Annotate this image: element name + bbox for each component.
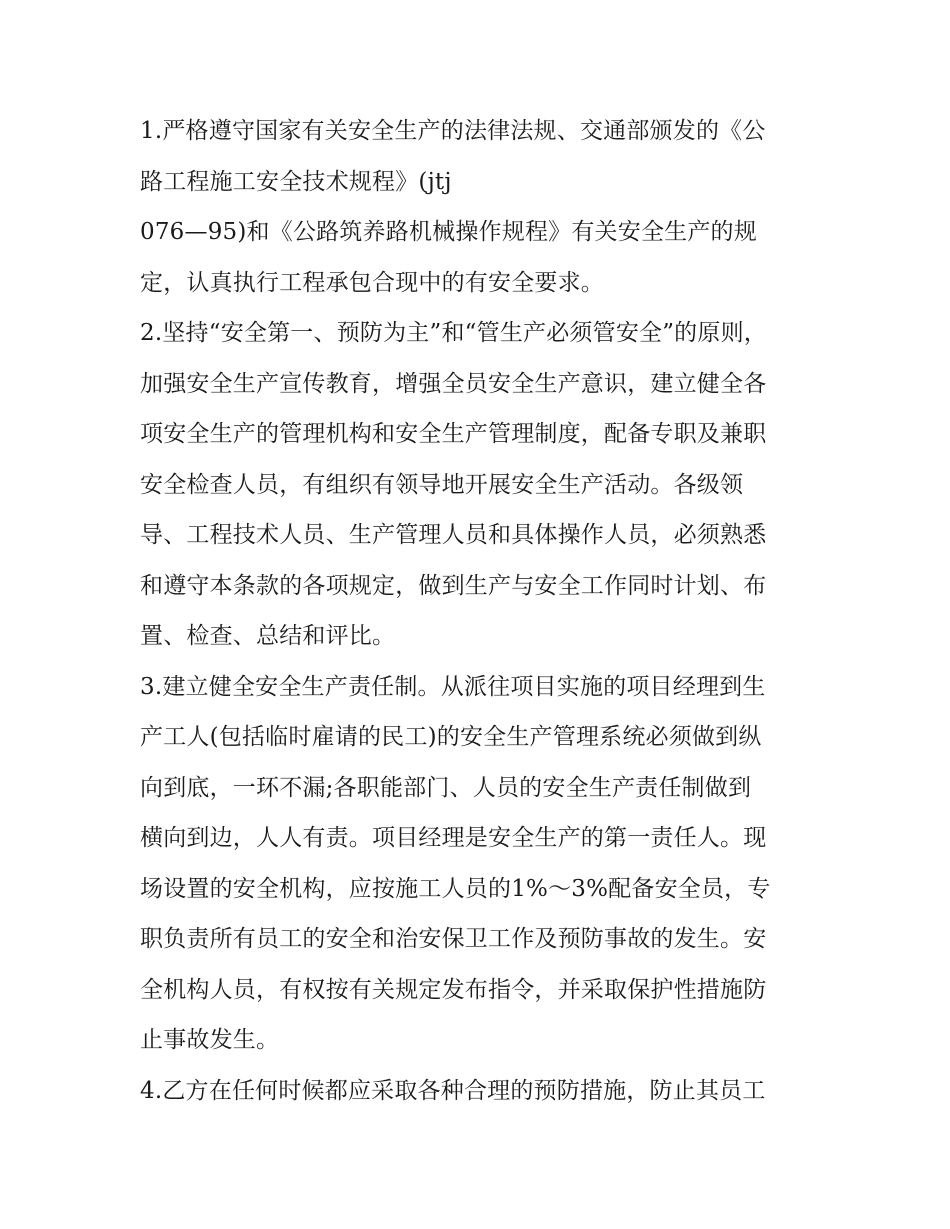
document-body [140, 106, 820, 1116]
text-line: 4.乙方在任何时候都应采取各种合理的预防措施，防止其员工 [140, 1077, 766, 1104]
text-line: 3.建立健全安全生产责任制。从派往项目实施的项目经理到生 [140, 673, 766, 700]
text-line: 置、检查、总结和评比。 [140, 623, 396, 649]
text-line: 路工程施工安全技术规程》(jtj [140, 168, 452, 195]
text-line: 1.严格遵守国家有关安全生产的法律法规、交通部颁发的《公 [140, 118, 766, 144]
text-line: 横向到边，人人有责。项目经理是安全生产的第一责任人。现 [140, 825, 767, 851]
text-line: 定，认真执行工程承包合现中的有安全要求。 [140, 269, 604, 296]
text-line: 项安全生产的管理机构和安全生产管理制度，配备专职及兼职 [140, 421, 767, 447]
text-line: 全机构人员，有权按有关规定发布指令，并采取保护性措施防 [140, 976, 767, 1003]
text-line: 加强安全生产宣传教育，增强全员安全生产意识，建立健全各 [140, 370, 767, 397]
text-line: 076—95)和《公路筑养路机械操作规程》有关安全生产的规 [140, 219, 757, 245]
text-line: 产工人(包括临时雇请的民工)的安全生产管理系统必须做到纵 [140, 724, 762, 750]
text-line: 向到底，一环不漏;各职能部门、人员的安全生产责任制做到 [140, 774, 752, 801]
text-line: 导、工程技术人员、生产管理人员和具体操作人员，必须熟悉 [140, 522, 767, 548]
text-line: 止事故发生。 [140, 1027, 280, 1053]
text-line: 2.坚持“安全第一、预防为主”和“管生产必须管安全”的原则， [140, 320, 767, 346]
text-line: 安全检查人员，有组织有领导地开展安全生产活动。各级领 [140, 471, 744, 498]
text-line: 场设置的安全机构，应按施工人员的1%～3%配备安全员，专 [140, 875, 771, 902]
text-line: 职负责所有员工的安全和治安保卫工作及预防事故的发生。安 [140, 926, 767, 952]
text-line: 和遵守本条款的各项规定，做到生产与安全工作同时计划、布 [140, 572, 767, 599]
